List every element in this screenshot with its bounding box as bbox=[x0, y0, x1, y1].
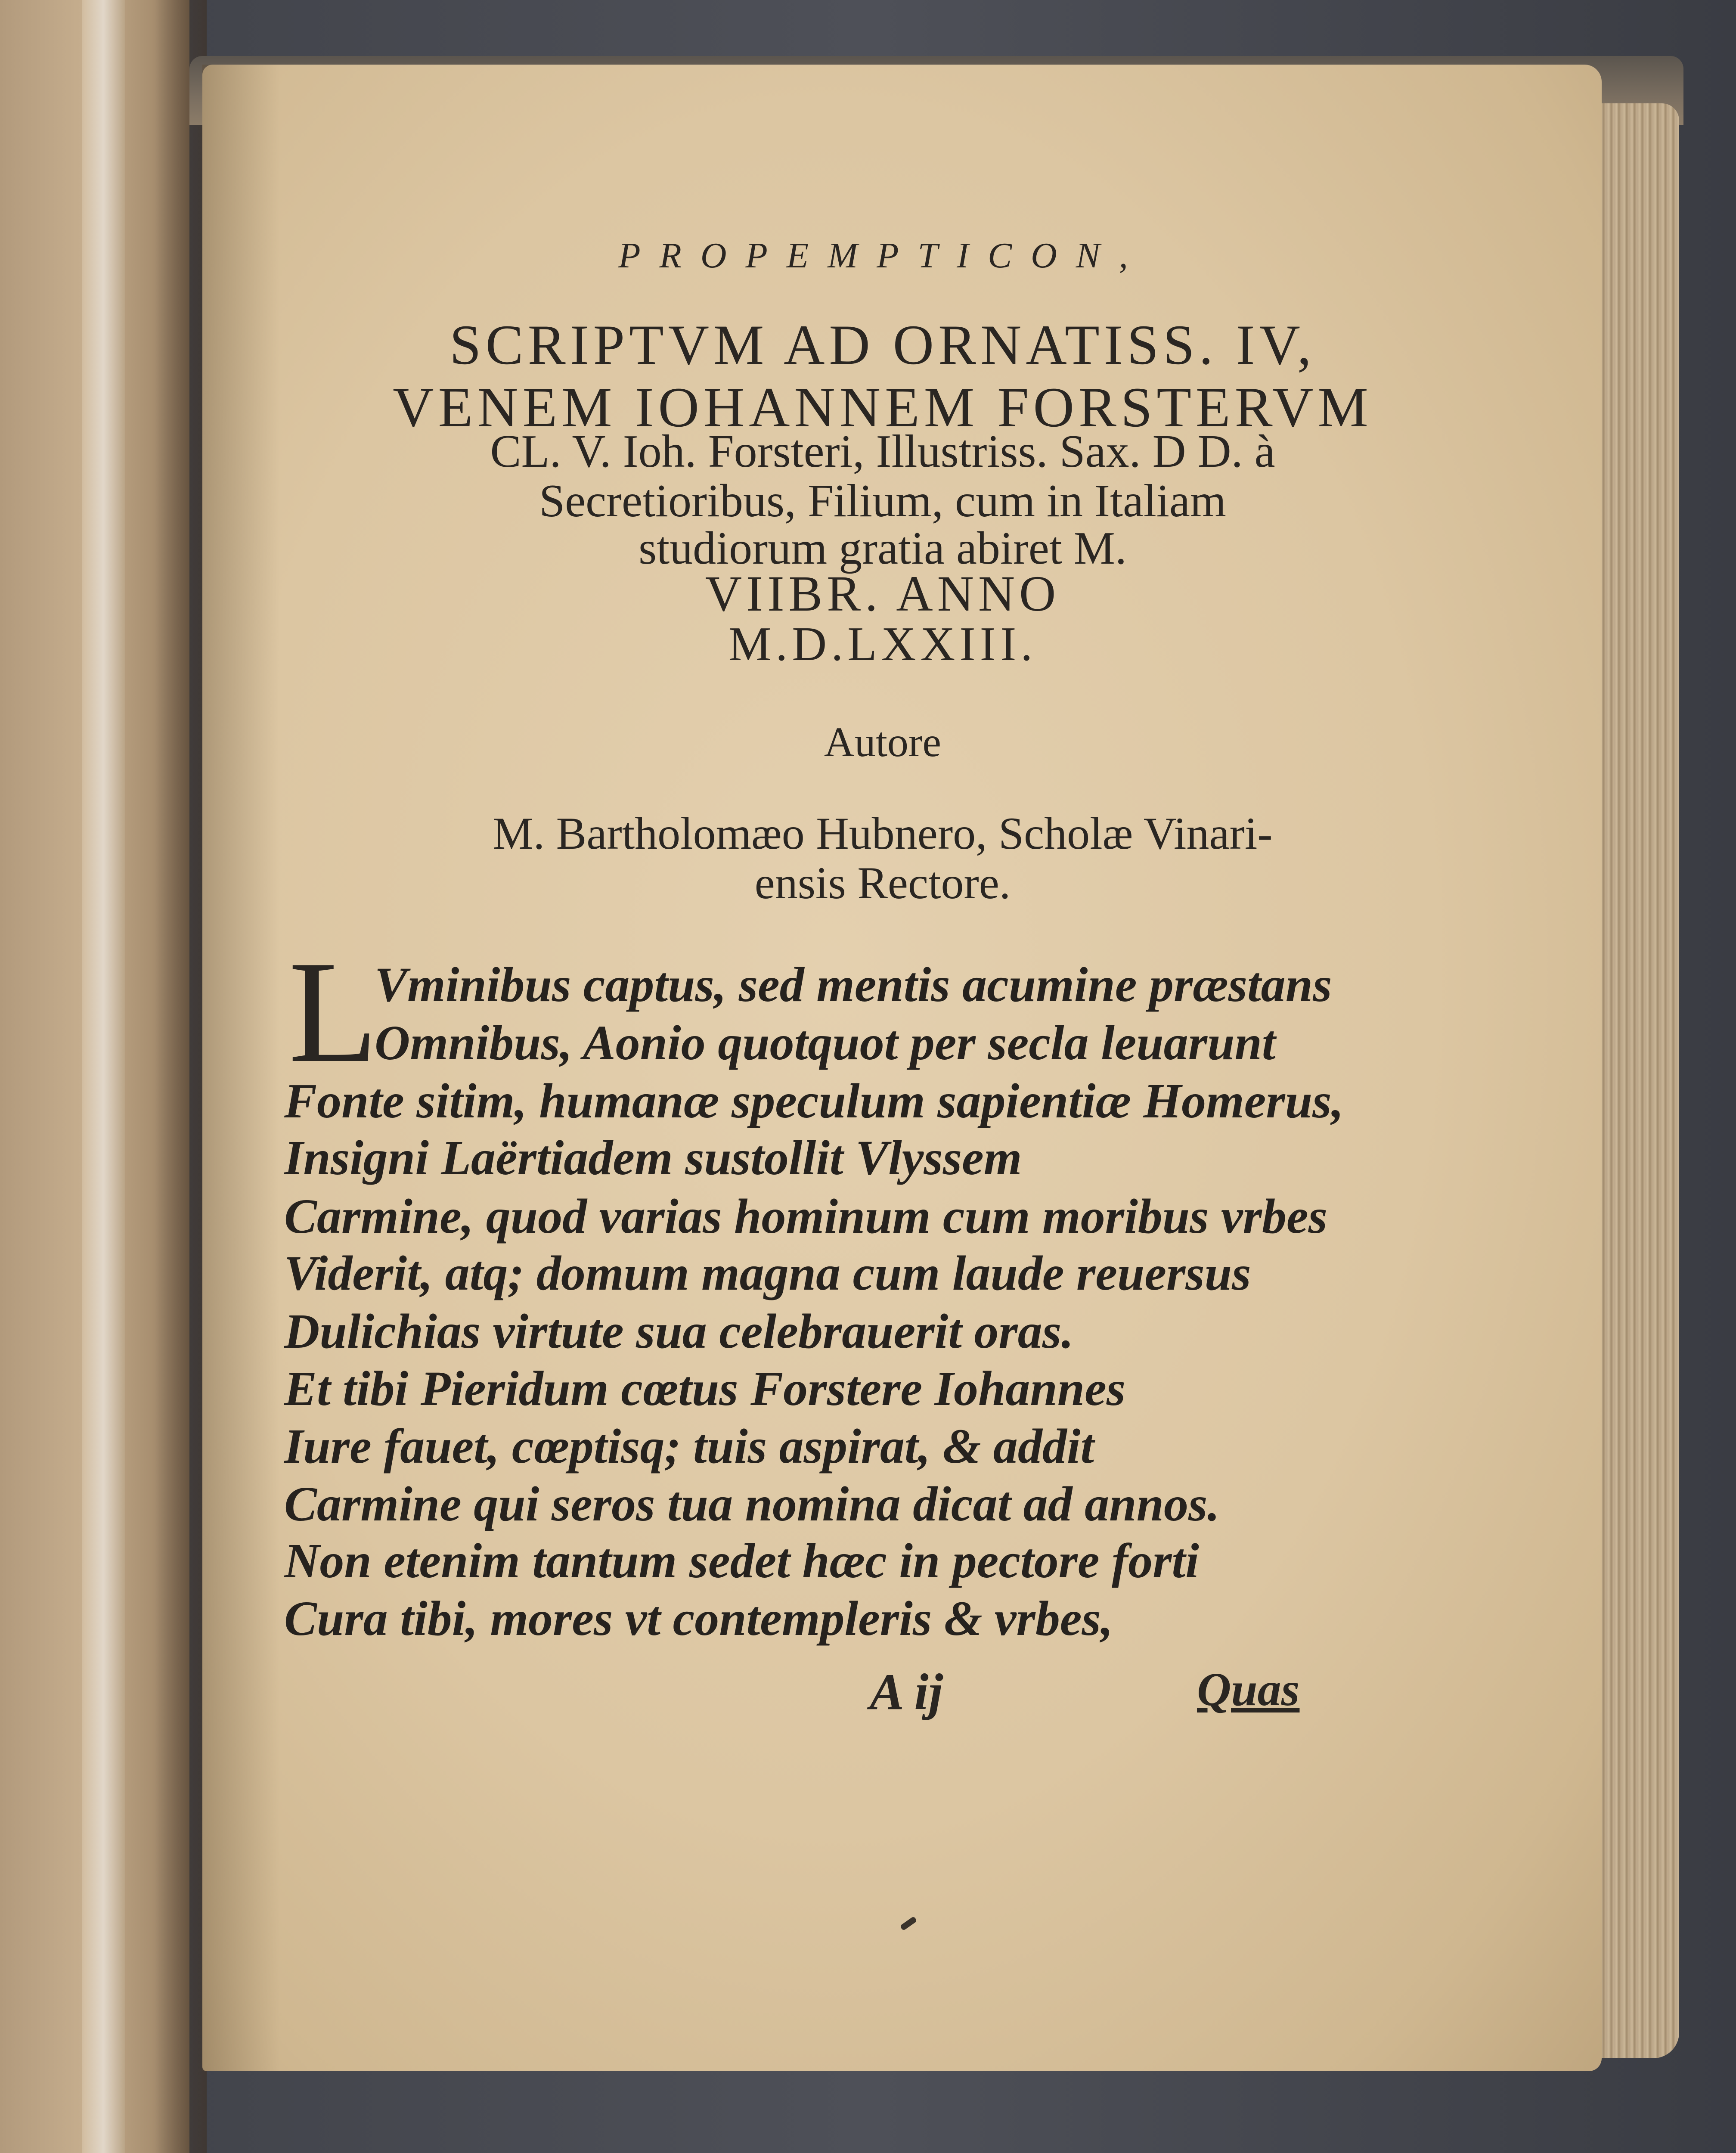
facing-page-gutter bbox=[82, 0, 125, 2153]
gutter-shadow bbox=[155, 0, 207, 2153]
autore-label: Autore bbox=[824, 719, 942, 766]
title-line-7: M.D.LXXIII. bbox=[728, 617, 1037, 671]
title-line-6: VIIBR. ANNO bbox=[705, 565, 1060, 622]
title-line-1: SCRIPTVM AD ORNATISS. IV, bbox=[450, 313, 1316, 376]
poem-line-7: Dulichias virtute sua celebrauerit oras. bbox=[284, 1304, 1074, 1359]
poem-line-8: Et tibi Pieridum cœtus Forstere Iohannes bbox=[284, 1361, 1126, 1416]
poem-line-12: Cura tibi, mores vt contempleris & vrbes, bbox=[284, 1591, 1113, 1646]
poem-line-6: Viderit, atq; domum magna cum laude reuersus bbox=[284, 1246, 1251, 1300]
poem-line-9: Iure fauet, cœptisq; tuis aspirat, & addit bbox=[284, 1419, 1094, 1474]
title-line-5: studiorum gratia abiret M. bbox=[639, 523, 1127, 574]
running-head: PROPEMPTICON, bbox=[618, 236, 1147, 276]
title-line-3: CL. V. Ioh. Forsteri, Illustriss. Sax. D D. à bbox=[490, 426, 1275, 477]
author-line-2: ensis Rectore. bbox=[754, 858, 1011, 908]
poem-line-3: Fonte sitim, humanæ speculum sapientiæ Homerus, bbox=[284, 1073, 1344, 1128]
signature-mark: A ij bbox=[870, 1663, 943, 1720]
title-line-4: Secretioribus, Filium, cum in Italiam bbox=[539, 475, 1226, 527]
catchword: Quas bbox=[1197, 1663, 1300, 1716]
poem-line-11: Non etenim tantum sedet hæc in pectore forti bbox=[284, 1533, 1199, 1588]
poem-line-4: Insigni Laërtiadem sustollit Vlyssem bbox=[284, 1130, 1022, 1185]
poem-line-2: Omnibus, Aonio quotquot per secla leuarunt bbox=[375, 1015, 1276, 1070]
author-line-1: M. Bartholomæo Hubnero, Scholæ Vinari- bbox=[493, 808, 1273, 859]
poem-line-10: Carmine qui seros tua nomina dicat ad annos. bbox=[284, 1477, 1220, 1531]
title-line-2: VENEM IOHANNEM FORSTERVM bbox=[393, 375, 1373, 439]
drop-cap: L bbox=[288, 931, 378, 1093]
poem-line-1: Vminibus captus, sed mentis acumine præstans bbox=[375, 957, 1332, 1012]
poem-line-5: Carmine, quod varias hominum cum moribus vrbes bbox=[284, 1189, 1327, 1244]
